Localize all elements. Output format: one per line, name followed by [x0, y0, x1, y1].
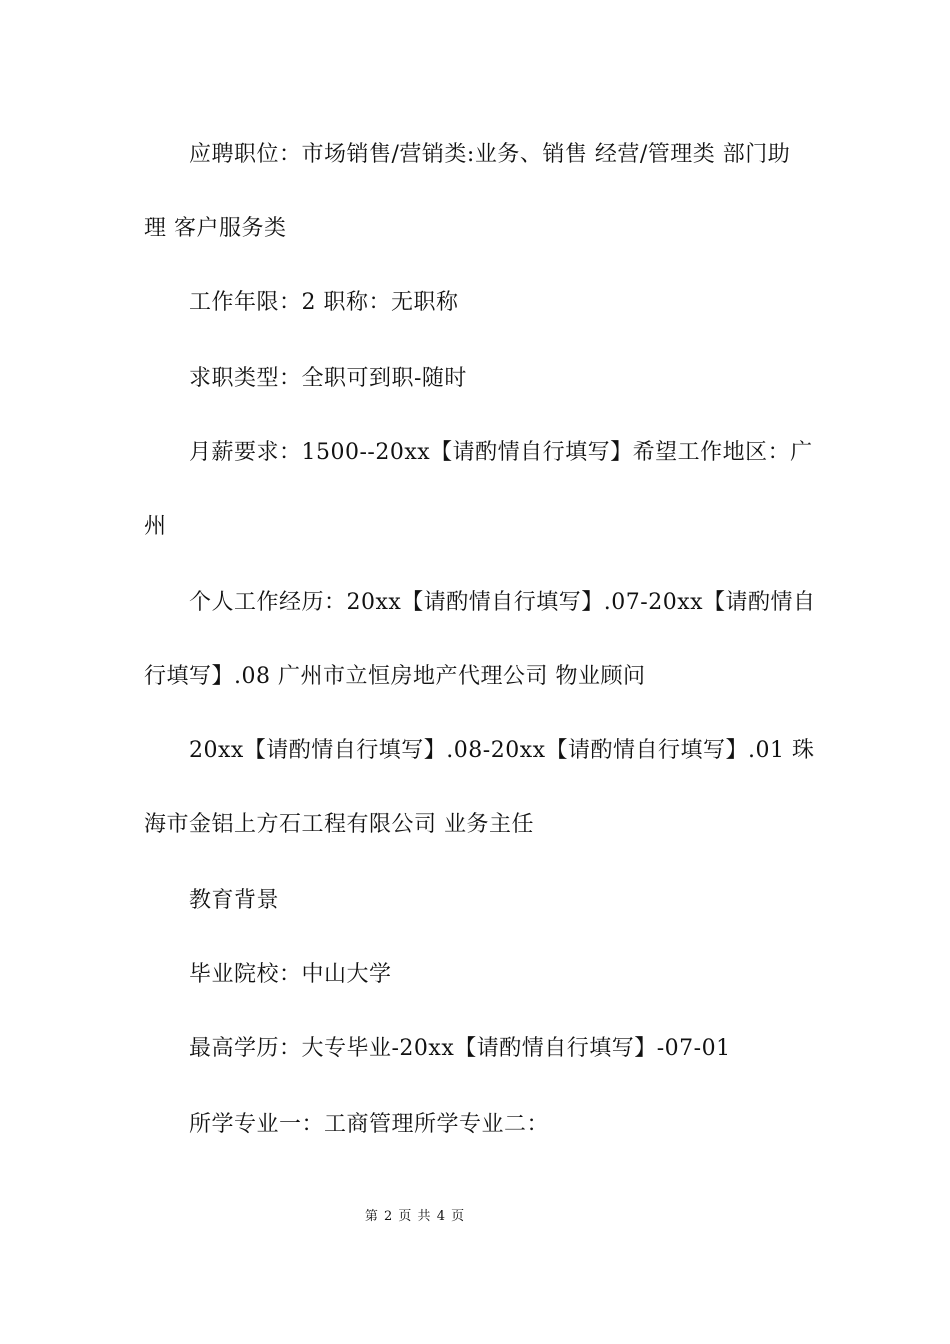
position-applied-line-2: 理 客户服务类 [144, 216, 287, 241]
work-history-line-3: 20xx【请酌情自行填写】.08-20xx【请酌情自行填写】.01 珠 [189, 738, 815, 763]
page-number-footer: 第 2 页 共 4 页 [364, 1209, 466, 1224]
highest-degree-line: 最高学历：大专毕业-20xx【请酌情自行填写】-07-01 [189, 1036, 731, 1061]
work-history-line-1: 个人工作经历：20xx【请酌情自行填写】.07-20xx【请酌情自 [189, 590, 816, 615]
salary-location-line-2: 州 [144, 514, 167, 539]
major-line: 所学专业一：工商管理所学专业二： [189, 1112, 550, 1137]
education-heading: 教育背景 [189, 888, 280, 913]
work-history-line-2: 行填写】.08 广州市立恒房地产代理公司 物业顾问 [144, 664, 646, 689]
position-applied-line-1: 应聘职位：市场销售/营销类:业务、销售 经营/管理类 部门助 [189, 142, 791, 167]
school-line: 毕业院校：中山大学 [189, 962, 392, 987]
work-history-line-4: 海市金铝上方石工程有限公司 业务主任 [144, 812, 534, 837]
salary-location-line-1: 月薪要求：1500--20xx【请酌情自行填写】希望工作地区：广 [189, 440, 813, 465]
work-years-line: 工作年限：2 职称：无职称 [189, 290, 459, 315]
job-type-line: 求职类型：全职可到职-随时 [189, 366, 467, 391]
